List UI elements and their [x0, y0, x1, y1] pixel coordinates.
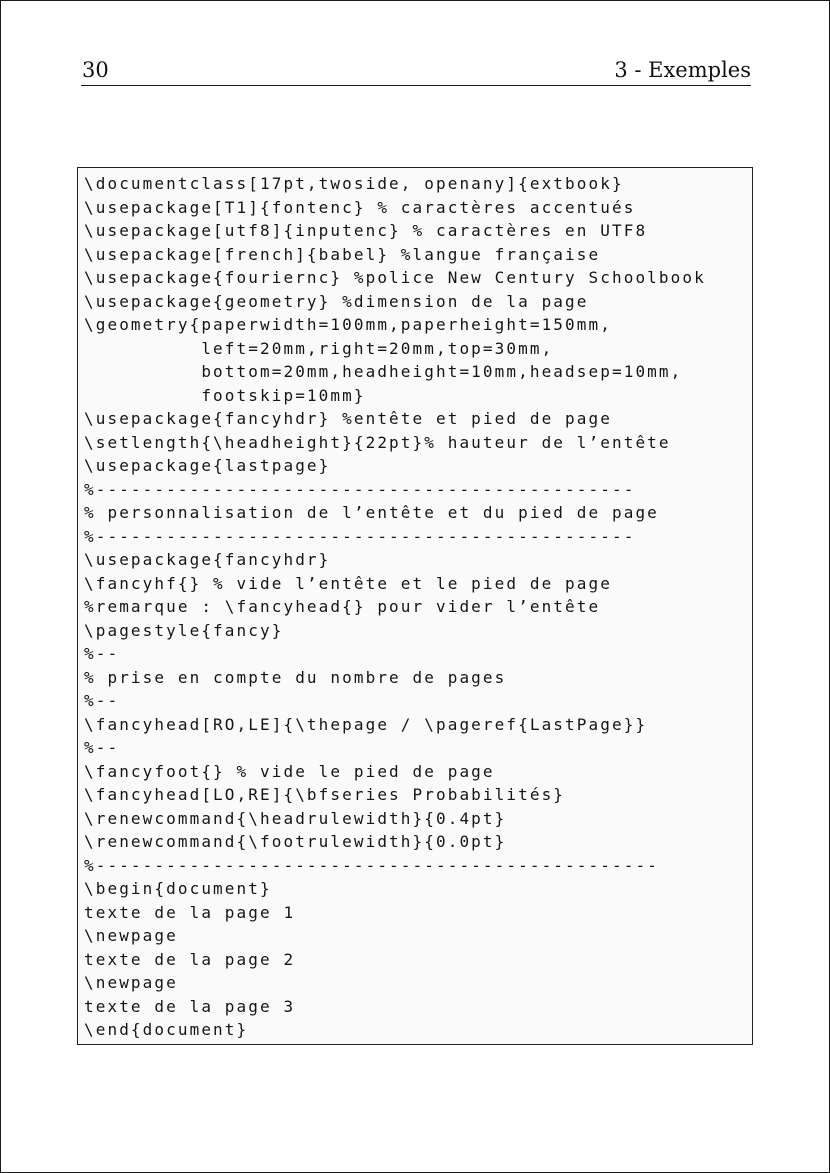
running-header: [81, 57, 751, 86]
code-line: % personnalisation de l’entête et du pied de page: [84, 503, 659, 522]
code-line: texte de la page 3: [84, 996, 296, 1016]
code-line: \setlength{\headheight}{22pt}% hauteur de l’entête: [84, 432, 671, 452]
code-line: footskip=10mm}: [84, 385, 366, 405]
code-line: \usepackage{lastpage}: [84, 456, 331, 475]
code-line: \usepackage{geometry} %dimension de la page: [84, 291, 589, 311]
code-line: bottom=20mm,headheight=10mm,headsep=10mm,: [84, 362, 683, 381]
code-line: \usepackage{fancyhdr}: [84, 550, 331, 569]
code-line: \newpage: [84, 926, 178, 945]
code-lines: [84, 172, 706, 1042]
code-line: %----------------------------------------------: [84, 526, 636, 546]
code-line: \fancyhead[LO,RE]{\bfseries Probabilités}: [84, 785, 566, 804]
code-line: \usepackage{fancyhdr} %entête et pied de page: [84, 409, 612, 428]
code-line: %--: [84, 738, 120, 757]
code-line: \newpage: [84, 973, 178, 992]
section-title: 3 - Exemples: [614, 58, 751, 82]
code-line: \documentclass[17pt,twoside, openany]{extbook}: [84, 174, 624, 193]
code-line: %--: [84, 644, 120, 663]
page-number: 30: [82, 58, 109, 82]
code-line: %----------------------------------------------: [84, 479, 636, 499]
code-line: \fancyhf{} % vide l’entête et le pied de page: [84, 573, 612, 593]
code-line: \fancyfoot{} % vide le pied de page: [84, 761, 495, 781]
code-line: left=20mm,right=20mm,top=30mm,: [84, 338, 554, 358]
code-line: \usepackage{fouriernc} %police New Century Schoolbook: [84, 268, 706, 287]
code-line: \usepackage[T1]{fontenc} % caractères accentués: [84, 197, 636, 217]
code-line: \begin{document}: [84, 879, 272, 898]
code-line: % prise en compte du nombre de pages: [84, 667, 507, 687]
code-listing: [77, 167, 753, 1045]
code-line: \fancyhead[RO,LE]{\thepage / \pageref{LastPage}}: [84, 714, 648, 734]
code-line: texte de la page 2: [84, 949, 296, 969]
code-line: %remarque : \fancyhead{} pour vider l’entête: [84, 597, 601, 616]
code-line: \end{document}: [84, 1020, 249, 1039]
code-line: \renewcommand{\headrulewidth}{0.4pt}: [84, 808, 507, 828]
code-line: %--: [84, 691, 120, 710]
code-line: \renewcommand{\footrulewidth}{0.0pt}: [84, 832, 507, 851]
code-line: %------------------------------------------------: [84, 855, 659, 875]
code-line: \usepackage[french]{babel} %langue française: [84, 244, 601, 264]
code-line: \usepackage[utf8]{inputenc} % caractères en UTF8: [84, 221, 648, 240]
code-line: \geometry{paperwidth=100mm,paperheight=150mm,: [84, 315, 612, 334]
code-line: \pagestyle{fancy}: [84, 620, 284, 640]
code-line: texte de la page 1: [84, 902, 296, 922]
